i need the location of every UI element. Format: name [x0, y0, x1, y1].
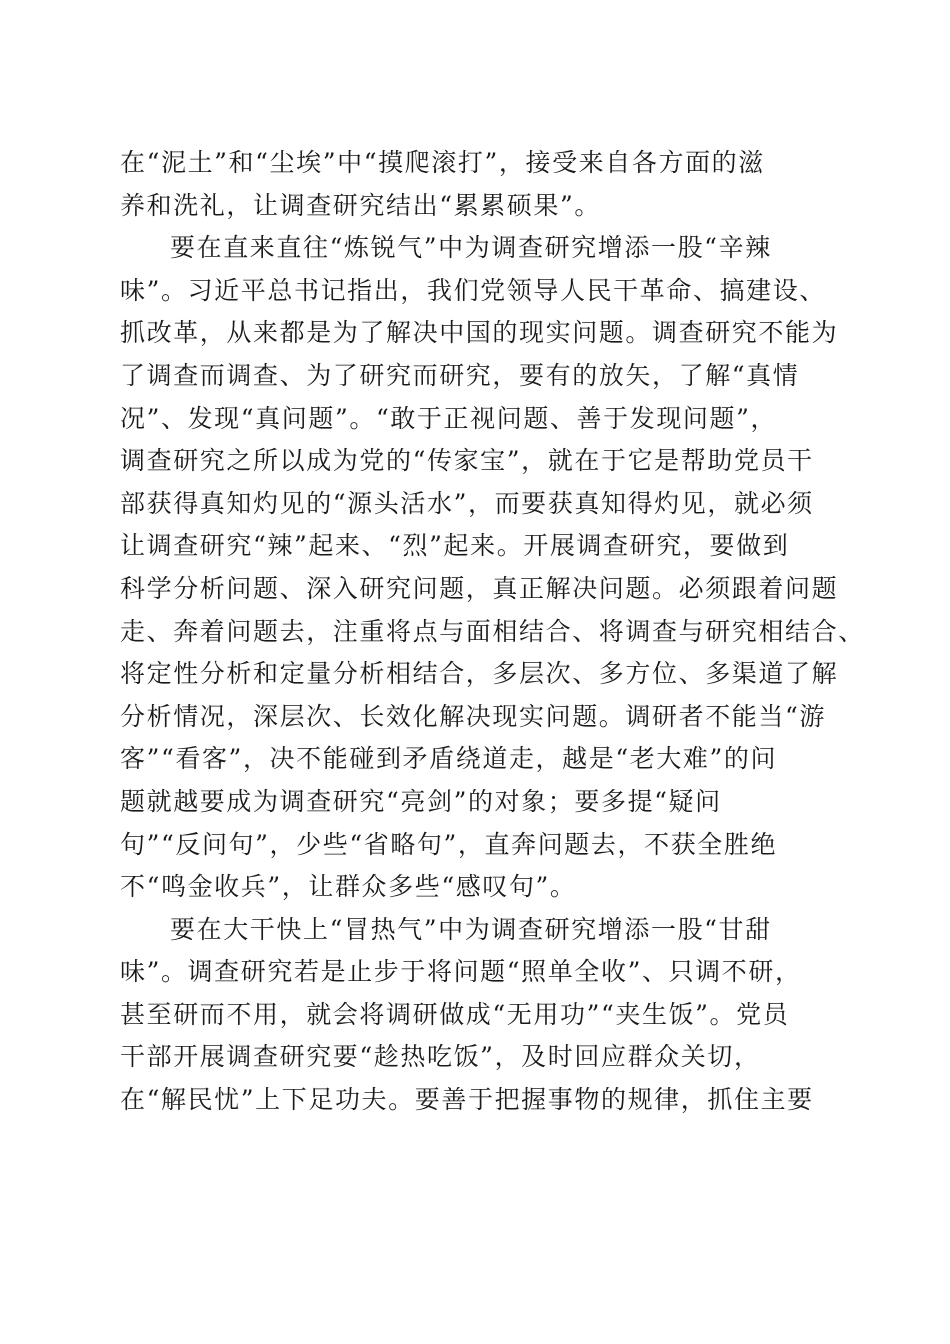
text-line: 在“泥土”和“尘埃”中“摸爬滚打”，接受来自各方面的滋	[120, 148, 765, 177]
text-line: 干部开展调查研究要“趁热吃饭”，及时回应群众关切，	[120, 1042, 761, 1072]
text-line: 甚至研而不用，就会将调研做成“无用功”“夹生饭”。党员	[120, 999, 790, 1029]
text-line: 抓改革，从来都是为了解决中国的现实问题。调查研究不能为	[120, 318, 839, 348]
text-line: 题就越要成为调查研究“亮剑”的对象；要多提“疑问	[120, 786, 722, 816]
text-line: 将定性分析和定量分析相结合，多层次、多方位、多渠道了解	[120, 659, 839, 689]
text-line: 在“解民忧”上下足功夫。要善于把握事物的规律，抓住主要	[120, 1085, 814, 1115]
text-line: 客”“看客”，决不能碰到矛盾绕道走，越是“老大难”的问	[120, 744, 778, 774]
text-line: 句”“反问句”，少些“省略句”，直奔问题去，不获全胜绝	[120, 829, 778, 859]
text-line: 味”。调查研究若是止步于将问题“照单全收”、只调不研，	[120, 957, 802, 987]
text-line: 味”。习近平总书记指出，我们党领导人民干革命、搞建设、	[120, 275, 826, 305]
text-line: 不“鸣金收兵”，让群众多些“感叹句”。	[120, 872, 577, 902]
text-line: 调查研究之所以成为党的“传家宝”，就在于它是帮助党员干	[120, 446, 814, 476]
text-line: 了调查而调查、为了研究而研究，要有的放矢，了解“真情	[120, 360, 800, 390]
paragraph-start-line: 要在直来直往“炼锐气”中为调查研究增添一股“辛辣	[170, 233, 772, 263]
text-line: 况”、发现“真问题”。“敢于正视问题、善于发现问题”，	[120, 403, 778, 433]
text-line: 分析情况，深层次、长效化解决现实问题。调研者不能当“游	[120, 701, 826, 731]
text-line: 科学分析问题、深入研究问题，真正解决问题。必须跟着问题	[120, 573, 839, 603]
document-body	[120, 142, 865, 1122]
text-line: 部获得真知灼见的“源头活水”，而要获真知得灼见，就必须	[120, 488, 814, 518]
text-line: 走、奔着问题去，注重将点与面相结合、将调查与研究相结合、	[120, 616, 865, 646]
text-line: 让调查研究“辣”起来、“烈”起来。开展调查研究，要做到	[120, 531, 790, 561]
paragraph-start-line: 要在大干快上“冒热气”中为调查研究增添一股“甘甜	[170, 914, 772, 944]
text-line: 养和洗礼，让调查研究结出“累累硕果”。	[120, 190, 601, 220]
